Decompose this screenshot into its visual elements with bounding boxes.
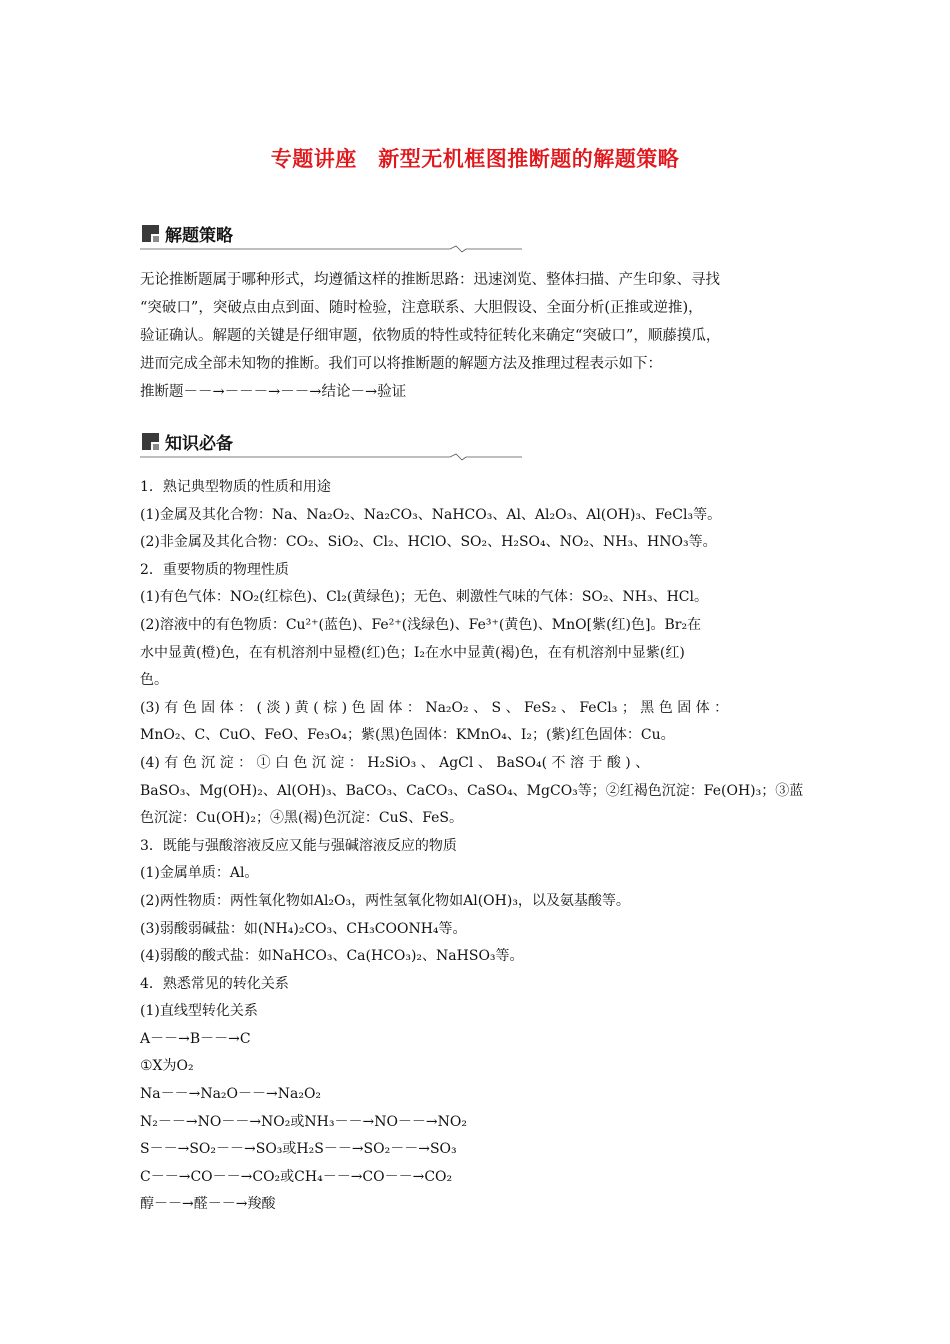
text-line: ①X为O₂: [140, 1058, 194, 1075]
text-line: (3)弱酸弱碱盐：如(NH₄)₂CO₃、CH₃COONH₄等。: [140, 920, 467, 937]
text-line: (2)两性物质：两性氧化物如Al₂O₃，两性氢氧化物如Al(OH)₃，以及氨基酸等。: [140, 892, 630, 909]
section-divider: [140, 245, 522, 253]
section-heading: 知识必备: [165, 434, 233, 454]
reaction-line: N₂－－→NO－－→NO₂或NH₃－－→NO－－→NO₂: [140, 1113, 467, 1130]
section-heading: 解题策略: [165, 226, 233, 246]
section-divider: [140, 453, 522, 461]
text-line: (1)直线型转化关系: [140, 1003, 258, 1020]
reaction-line: 醇－－→醛－－→羧酸: [140, 1196, 276, 1213]
text-line: (2)非金属及其化合物：CO₂、SiO₂、Cl₂、HClO、SO₂、H₂SO₄、NO₂、NH₃、HNO₃等。: [140, 534, 717, 551]
text-line: BaSO₃、Mg(OH)₂、Al(OH)₃、BaCO₃、CaCO₃、CaSO₄、MgCO₃等；②红褐色沉淀：Fe(OH)₃；③蓝: [140, 782, 804, 799]
page-title: 专题讲座 新型无机框图推断题的解题策略: [270, 147, 680, 171]
heading-line: 4．熟悉常见的转化关系: [140, 975, 289, 992]
text-line: (4)弱酸的酸式盐：如NaHCO₃、Ca(HCO₃)₂、NaHSO₃等。: [140, 948, 524, 965]
reaction-line: Na－－→Na₂O－－→Na₂O₂: [140, 1086, 322, 1103]
heading-line: 2．重要物质的物理性质: [140, 561, 289, 578]
text-line: (2)溶液中的有色物质：Cu²⁺(蓝色)、Fe²⁺(浅绿色)、Fe³⁺(黄色)、MnO[紫(红)色]。Br₂在: [140, 616, 702, 633]
text-line: 进而完成全部未知物的推断。我们可以将推断题的解题方法及推理过程表示如下：: [140, 356, 662, 372]
text-line: (4) 有 色 沉 淀 ： ① 白 色 沉 淀 ： H₂SiO₃ 、 AgCl 、 BaSO₄( 不 溶 于 酸 ) 、: [140, 754, 650, 771]
text-line: 色沉淀：Cu(OH)₂；④黑(褐)色沉淀：CuS、FeS。: [140, 810, 464, 827]
flow-line: 推断题－－→－－－→－－→结论－→验证: [140, 384, 407, 400]
reaction-line: S－－→SO₂－－→SO₃或H₂S－－→SO₂－－→SO₃: [140, 1141, 457, 1158]
text-line: (3) 有 色 固 体 ： ( 淡 ) 黄 ( 棕 ) 色 固 体 ： Na₂O₂ 、 S 、 FeS₂ 、 FeCl₃ ； 黑 色 固 体 ：: [140, 699, 729, 716]
text-line: 验证确认。解题的关键是仔细审题，依物质的特性或特征转化来确定“突破口”，顺藤摸瓜，: [140, 328, 721, 344]
text-line: 水中显黄(橙)色，在有机溶剂中显橙(红)色；I₂在水中显黄(褐)色，在有机溶剂中显紫(红): [140, 644, 685, 661]
knowledge-content: [140, 474, 812, 1219]
text-line: 无论推断题属于哪种形式，均遵循这样的推断思路：迅速浏览、整体扫描、产生印象、寻找: [140, 272, 720, 288]
reaction-line: C－－→CO－－→CO₂或CH₄－－→CO－－→CO₂: [140, 1168, 453, 1185]
text-line: “突破口”，突破点由点到面、随时检验，注意联系、大胆假设、全面分析(正推或逆推)，: [140, 300, 703, 316]
strategy-paragraph: [140, 266, 812, 406]
section-header-strategy: [140, 221, 522, 251]
text-line: MnO₂、C、CuO、FeO、Fe₃O₄；紫(黑)色固体：KMnO₄、I₂；(紫)红色固体：Cu。: [140, 727, 675, 744]
text-line: 色。: [140, 672, 168, 689]
section-marker-icon: [142, 433, 159, 450]
section-header-knowledge: [140, 429, 522, 459]
text-line: (1)金属单质：Al。: [140, 865, 259, 882]
text-line: (1)金属及其化合物：Na、Na₂O₂、Na₂CO₃、NaHCO₃、Al、Al₂O₃、Al(OH)₃、FeCl₃等。: [140, 506, 722, 523]
section-marker-icon: [142, 225, 159, 242]
text-line: (1)有色气体：NO₂(红棕色)、Cl₂(黄绿色)；无色、刺激性气味的气体：SO₂、NH₃、HCl。: [140, 589, 708, 606]
reaction-line: A－－→B－－→C: [140, 1030, 251, 1047]
heading-line: 1．熟记典型物质的性质和用途: [140, 479, 331, 495]
heading-line: 3．既能与强酸溶液反应又能与强碱溶液反应的物质: [140, 837, 457, 854]
